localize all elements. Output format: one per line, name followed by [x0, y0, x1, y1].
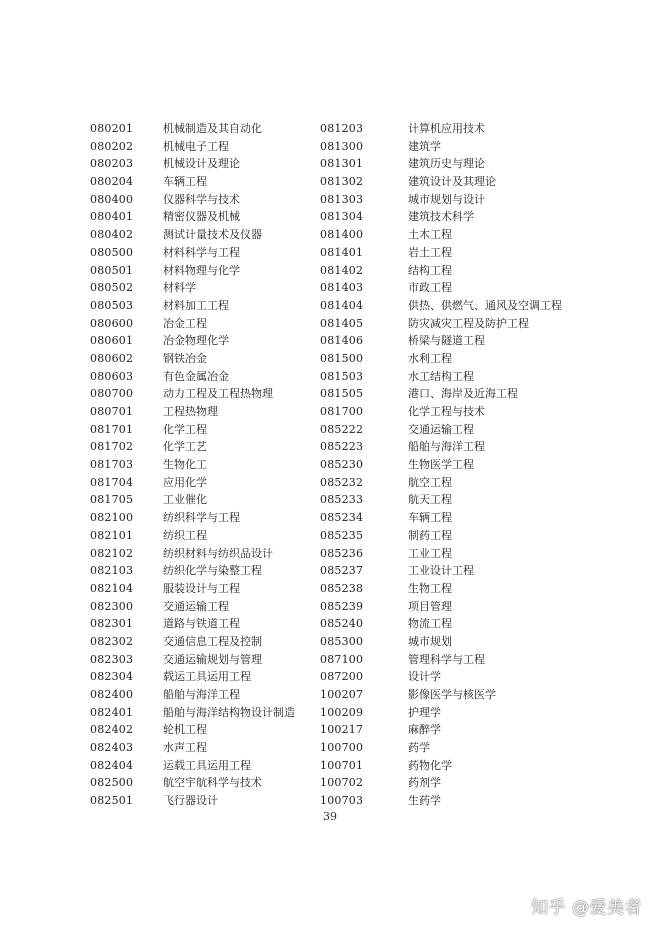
discipline-code: 100703	[320, 794, 364, 808]
discipline-name: 生物医学工程	[408, 458, 474, 472]
discipline-code: 082104	[90, 581, 134, 595]
discipline-name: 船舶与海洋工程	[408, 440, 485, 454]
discipline-name: 船舶与海洋工程	[163, 688, 240, 701]
discipline-name: 纺织科学与工程	[163, 511, 240, 525]
discipline-code: 080700	[90, 387, 134, 401]
discipline-name: 车辆工程	[408, 511, 452, 525]
discipline-code: 081203	[320, 122, 364, 135]
discipline-code: 085300	[320, 634, 364, 648]
discipline-code: 080502	[90, 281, 134, 295]
discipline-name: 市政工程	[408, 281, 452, 295]
discipline-name: 土木工程	[408, 228, 452, 242]
discipline-code: 082103	[90, 564, 134, 578]
discipline-code: 080201	[90, 122, 134, 135]
discipline-code: 082101	[90, 528, 134, 542]
discipline-name: 机械电子工程	[163, 139, 229, 153]
discipline-code: 080603	[90, 369, 134, 383]
discipline-name: 防灾减灾工程及防护工程	[408, 316, 529, 330]
discipline-name: 供热、供燃气、通风及空调工程	[408, 298, 562, 312]
discipline-name: 动力工程及工程热物理	[163, 387, 273, 401]
discipline-name: 护理学	[408, 705, 441, 719]
discipline-code: 082400	[90, 688, 134, 701]
discipline-code: 085240	[320, 617, 364, 631]
discipline-code: 081500	[320, 351, 364, 365]
discipline-name: 建筑历史与理论	[408, 157, 485, 171]
discipline-code: 100701	[320, 758, 364, 772]
discipline-code: 100700	[320, 741, 364, 755]
discipline-name: 药剂学	[408, 776, 441, 790]
discipline-code: 085237	[320, 564, 364, 578]
discipline-code: 081401	[320, 245, 364, 259]
discipline-name: 交通运输工程	[408, 422, 474, 436]
discipline-code: 085236	[320, 546, 364, 560]
discipline-code: 082403	[90, 741, 134, 755]
discipline-code: 080600	[90, 316, 134, 330]
discipline-code: 085230	[320, 458, 364, 472]
discipline-name: 船舶与海洋结构物设计制造	[163, 705, 295, 719]
discipline-name: 项目管理	[408, 599, 452, 613]
discipline-code: 100217	[320, 723, 364, 737]
discipline-name: 材料物理与化学	[163, 263, 240, 277]
discipline-code: 080601	[90, 334, 134, 348]
discipline-code: 085233	[320, 493, 364, 507]
discipline-code: 082402	[90, 723, 134, 737]
discipline-code: 082100	[90, 511, 134, 525]
discipline-code: 082304	[90, 670, 134, 684]
discipline-name: 纺织工程	[163, 528, 207, 542]
discipline-name: 航空工程	[408, 475, 452, 489]
discipline-name: 影像医学与核医学	[408, 688, 496, 701]
discipline-name: 生药学	[408, 794, 441, 808]
discipline-code: 080503	[90, 298, 134, 312]
discipline-code: 081302	[320, 175, 364, 189]
discipline-code: 087100	[320, 652, 364, 666]
discipline-code: 081702	[90, 440, 134, 454]
discipline-name: 材料学	[163, 281, 196, 295]
discipline-name: 工业设计工程	[408, 564, 474, 578]
discipline-name: 结构工程	[408, 263, 452, 277]
discipline-name: 麻醉学	[408, 723, 441, 737]
discipline-name: 建筑技术科学	[408, 210, 474, 224]
discipline-name: 机械制造及其自动化	[163, 122, 262, 135]
discipline-name: 航天工程	[408, 493, 452, 507]
discipline-name: 化学工艺	[163, 440, 207, 454]
discipline-name: 药学	[408, 741, 430, 755]
discipline-name: 城市规划与设计	[408, 192, 485, 206]
discipline-name: 工程热物理	[163, 405, 218, 418]
discipline-name: 制药工程	[408, 528, 452, 542]
discipline-name: 工业工程	[408, 546, 452, 560]
discipline-code: 080203	[90, 157, 134, 171]
discipline-code: 085234	[320, 511, 364, 525]
discipline-code: 082301	[90, 617, 134, 631]
discipline-name: 道路与铁道工程	[163, 617, 240, 631]
discipline-code: 081705	[90, 493, 134, 507]
discipline-name: 建筑设计及其理论	[408, 175, 496, 189]
discipline-name: 物流工程	[408, 617, 452, 631]
discipline-code: 081703	[90, 458, 134, 472]
discipline-code: 082501	[90, 794, 134, 808]
discipline-code: 085235	[320, 528, 364, 542]
discipline-name: 城市规划	[408, 634, 452, 648]
discipline-code: 082404	[90, 758, 134, 772]
discipline-name: 材料加工工程	[163, 298, 229, 312]
discipline-name: 测试计量技术及仪器	[163, 228, 262, 242]
discipline-code: 100209	[320, 705, 364, 719]
discipline-code: 087200	[320, 670, 364, 684]
discipline-code: 085232	[320, 475, 364, 489]
discipline-code: 082102	[90, 546, 134, 560]
discipline-code: 081304	[320, 210, 364, 224]
discipline-code: 082401	[90, 705, 134, 719]
discipline-name: 建筑学	[408, 139, 441, 153]
discipline-code: 081701	[90, 422, 134, 436]
discipline-name: 有色金属冶金	[163, 369, 229, 383]
discipline-code: 081402	[320, 263, 364, 277]
discipline-name: 水利工程	[408, 351, 452, 365]
discipline-code: 085238	[320, 581, 364, 595]
discipline-name: 港口、海岸及近海工程	[408, 387, 518, 401]
discipline-code: 100207	[320, 688, 364, 701]
discipline-name: 水工结构工程	[408, 369, 474, 383]
discipline-name: 应用化学	[163, 475, 207, 489]
discipline-name: 管理科学与工程	[408, 652, 485, 666]
discipline-code: 081704	[90, 475, 134, 489]
discipline-name: 车辆工程	[163, 175, 207, 189]
discipline-name: 交通运输规划与管理	[163, 652, 262, 666]
discipline-name: 生物化工	[163, 458, 207, 472]
discipline-name: 设计学	[408, 670, 441, 684]
discipline-name: 纺织材料与纺织品设计	[163, 546, 273, 560]
discipline-code: 081505	[320, 387, 364, 401]
discipline-name: 材料科学与工程	[163, 245, 240, 259]
discipline-code: 082303	[90, 652, 134, 666]
discipline-name: 飞行器设计	[163, 794, 218, 808]
discipline-name: 岩土工程	[408, 245, 452, 259]
discipline-name: 交通运输工程	[163, 599, 229, 613]
discipline-code: 081300	[320, 139, 364, 153]
discipline-code: 080402	[90, 228, 134, 242]
discipline-code: 081301	[320, 157, 364, 171]
discipline-code: 085223	[320, 440, 364, 454]
discipline-name: 冶金工程	[163, 316, 207, 330]
discipline-code: 080501	[90, 263, 134, 277]
discipline-name: 水声工程	[163, 741, 207, 755]
discipline-name: 桥梁与隧道工程	[408, 334, 485, 348]
discipline-code: 081400	[320, 228, 364, 242]
discipline-name: 工业催化	[163, 493, 207, 507]
discipline-name: 药物化学	[408, 758, 452, 772]
discipline-code: 081405	[320, 316, 364, 330]
watermark: 知乎 @爱美者	[531, 898, 642, 918]
discipline-name: 钢铁冶金	[163, 351, 207, 365]
discipline-code: 081406	[320, 334, 364, 348]
discipline-code: 080701	[90, 405, 134, 418]
discipline-code: 081503	[320, 369, 364, 383]
discipline-name: 生物工程	[408, 581, 452, 595]
discipline-name: 精密仪器及机械	[163, 210, 240, 224]
discipline-code: 082302	[90, 634, 134, 648]
discipline-code: 080204	[90, 175, 134, 189]
discipline-name: 仪器科学与技术	[163, 192, 240, 206]
discipline-code: 081403	[320, 281, 364, 295]
discipline-code: 081404	[320, 298, 364, 312]
discipline-name: 纺织化学与染整工程	[163, 564, 262, 578]
discipline-name: 化学工程	[163, 422, 207, 436]
discipline-name: 交通信息工程及控制	[163, 634, 262, 648]
discipline-code: 081303	[320, 192, 364, 206]
discipline-code: 082300	[90, 599, 134, 613]
discipline-code: 100702	[320, 776, 364, 790]
discipline-name: 运载工具运用工程	[163, 758, 251, 772]
discipline-code: 080602	[90, 351, 134, 365]
discipline-code: 081700	[320, 405, 364, 418]
discipline-code: 080401	[90, 210, 134, 224]
page-number: 39	[323, 810, 337, 823]
discipline-name: 载运工具运用工程	[163, 670, 251, 684]
discipline-code: 080400	[90, 192, 134, 206]
discipline-name: 冶金物理化学	[163, 334, 229, 348]
discipline-code: 080202	[90, 139, 134, 153]
discipline-name: 化学工程与技术	[408, 405, 485, 418]
discipline-name: 航空宇航科学与技术	[163, 776, 262, 790]
discipline-code: 085222	[320, 422, 364, 436]
discipline-code: 082500	[90, 776, 134, 790]
discipline-name: 服装设计与工程	[163, 581, 240, 595]
discipline-name: 轮机工程	[163, 723, 207, 737]
discipline-name: 计算机应用技术	[408, 122, 485, 135]
discipline-name: 机械设计及理论	[163, 157, 240, 171]
discipline-code: 085239	[320, 599, 364, 613]
discipline-code: 080500	[90, 245, 134, 259]
